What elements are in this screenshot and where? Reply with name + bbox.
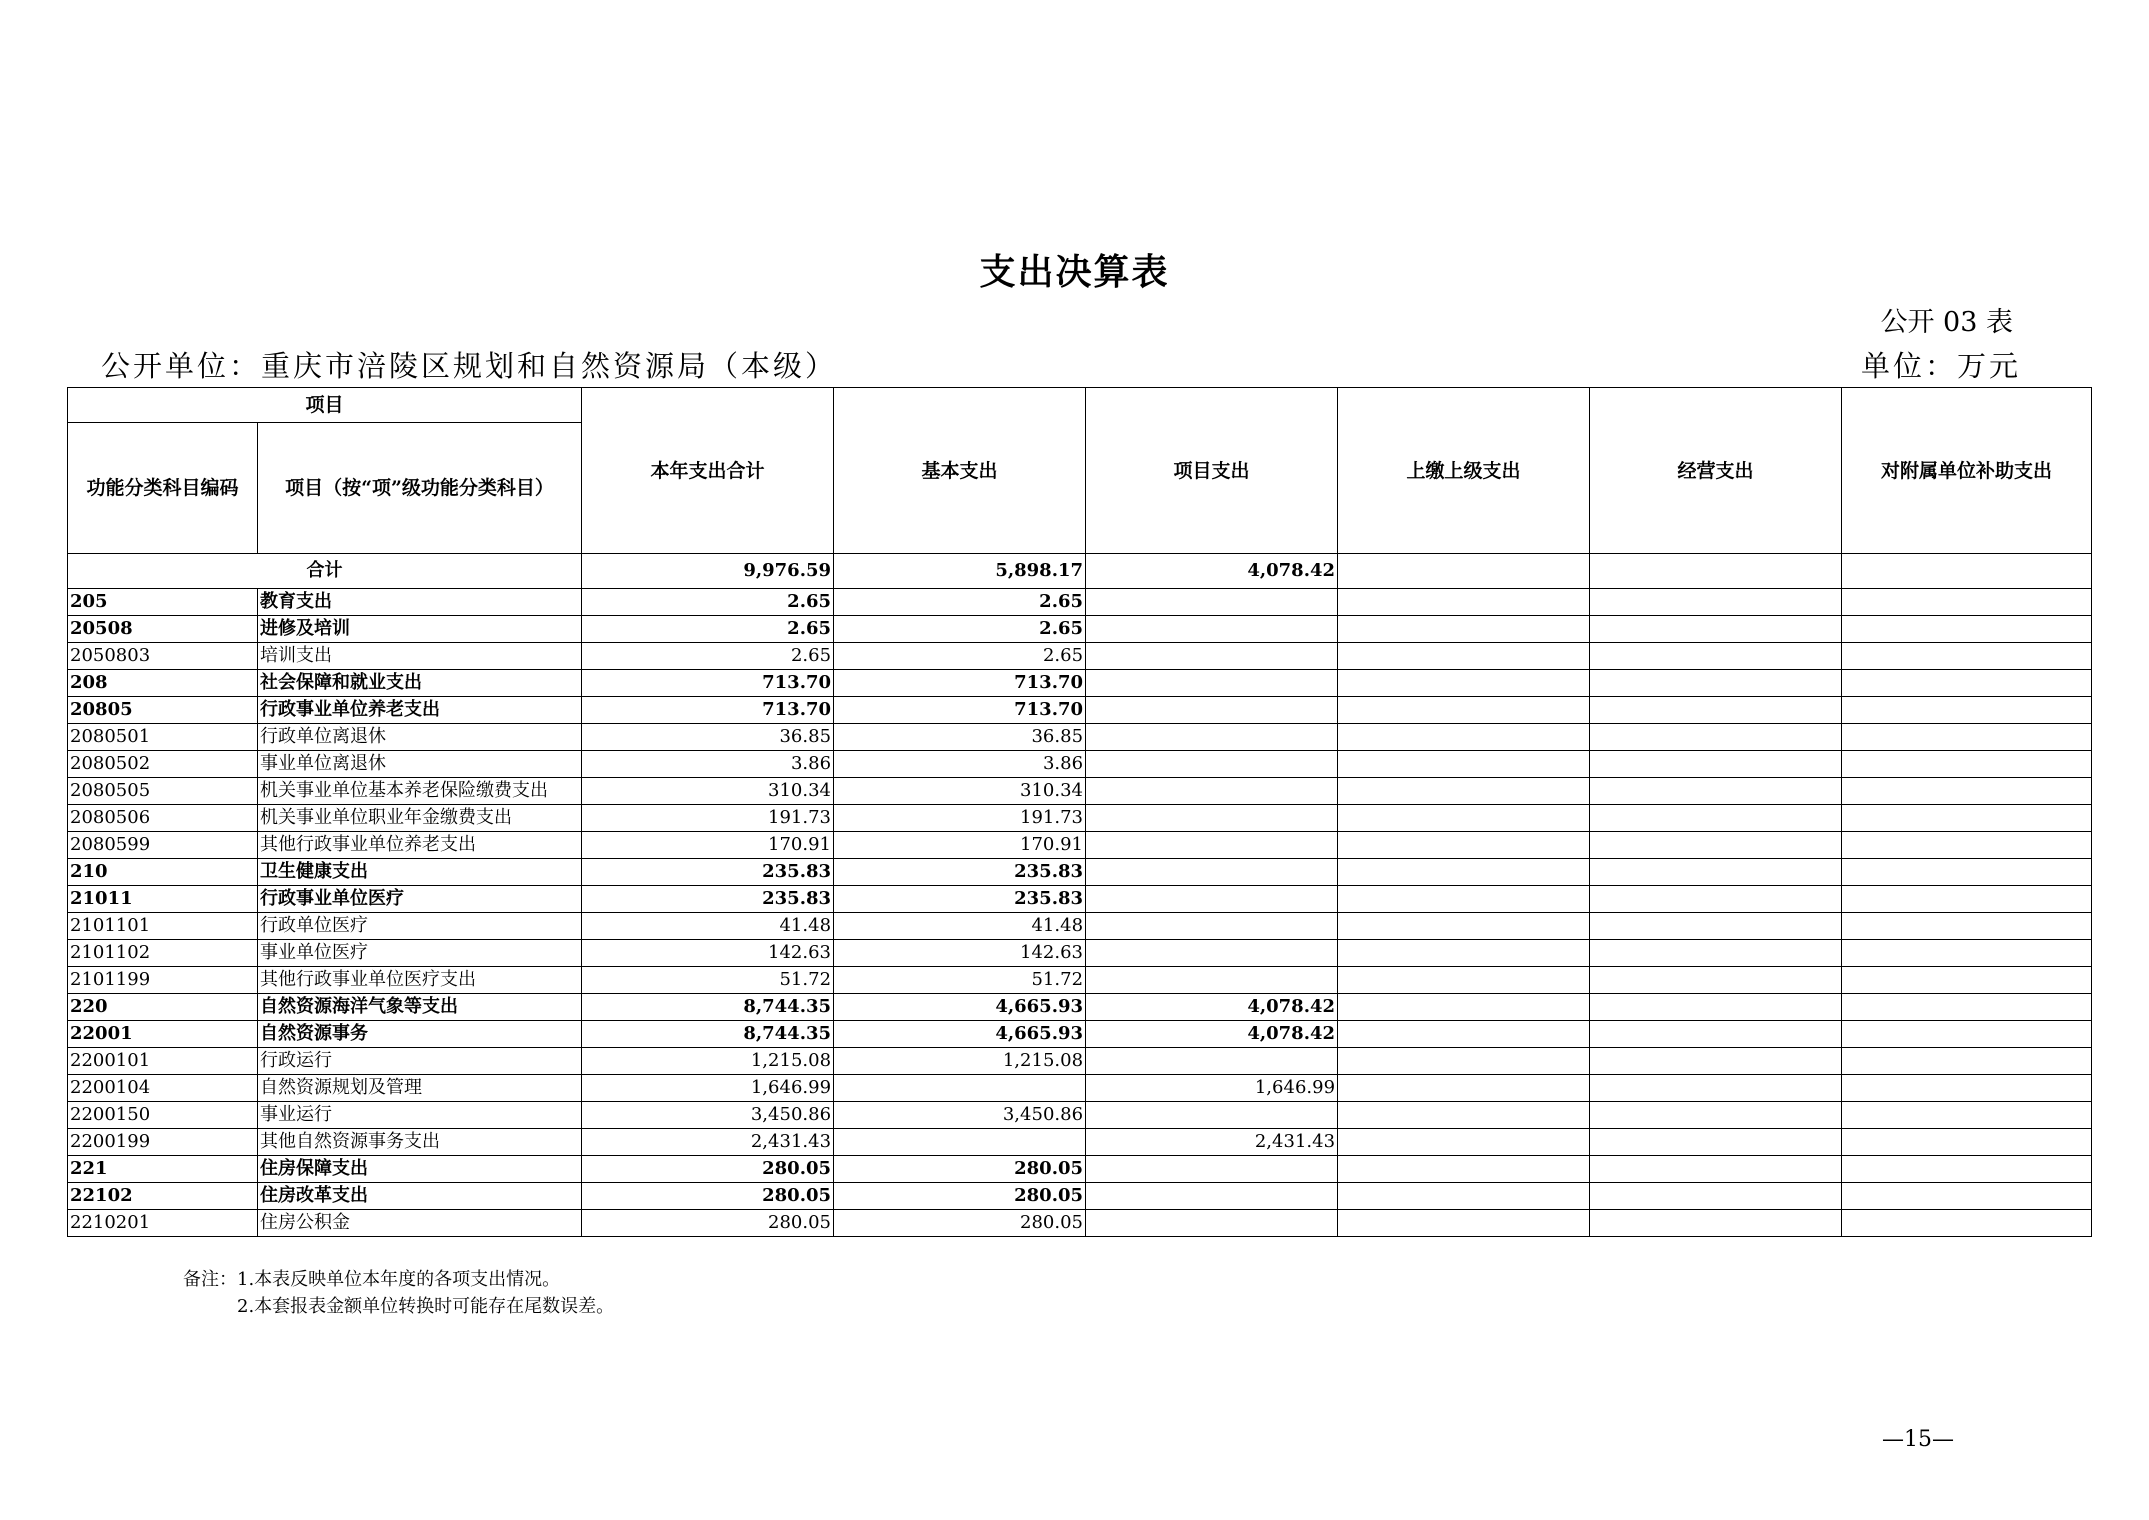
row-basic: 3,450.86 (834, 1102, 1086, 1129)
table-row (68, 1210, 2092, 1237)
table-row (68, 1021, 2092, 1048)
row-total: 280.05 (582, 1210, 834, 1237)
row-subsidy (1842, 1048, 2092, 1075)
row-code: 2101102 (68, 940, 258, 967)
row-total: 170.91 (582, 832, 834, 859)
row-basic: 191.73 (834, 805, 1086, 832)
row-basic: 1,215.08 (834, 1048, 1086, 1075)
row-code: 20805 (68, 697, 258, 724)
total-business (1590, 554, 1842, 589)
row-total: 713.70 (582, 670, 834, 697)
row-subsidy (1842, 670, 2092, 697)
note-line-1: 备注：1.本表反映单位本年度的各项支出情况。 (183, 1269, 561, 1290)
row-total: 142.63 (582, 940, 834, 967)
table-row (68, 751, 2092, 778)
row-business (1590, 1102, 1842, 1129)
row-project (1086, 616, 1338, 643)
row-basic: 170.91 (834, 832, 1086, 859)
total-subsidy (1842, 554, 2092, 589)
money-unit: 单位：万元 (1860, 349, 2021, 383)
row-total: 8,744.35 (582, 1021, 834, 1048)
row-upper (1338, 751, 1590, 778)
row-subsidy (1842, 1183, 2092, 1210)
table-row (68, 724, 2092, 751)
row-business (1590, 805, 1842, 832)
row-code: 2080501 (68, 724, 258, 751)
row-total: 713.70 (582, 697, 834, 724)
table-row (68, 1048, 2092, 1075)
row-project (1086, 859, 1338, 886)
row-basic: 2.65 (834, 643, 1086, 670)
row-business (1590, 1156, 1842, 1183)
row-basic: 280.05 (834, 1156, 1086, 1183)
total-basic: 5,898.17 (834, 554, 1086, 589)
row-project: 4,078.42 (1086, 994, 1338, 1021)
row-code: 2050803 (68, 643, 258, 670)
row-business (1590, 1183, 1842, 1210)
row-project (1086, 1102, 1338, 1129)
row-business (1590, 697, 1842, 724)
row-upper (1338, 724, 1590, 751)
row-upper (1338, 643, 1590, 670)
row-total: 3.86 (582, 751, 834, 778)
row-business (1590, 589, 1842, 616)
row-basic (834, 1129, 1086, 1156)
table-row (68, 913, 2092, 940)
row-basic: 280.05 (834, 1183, 1086, 1210)
row-basic (834, 1075, 1086, 1102)
row-basic: 235.83 (834, 859, 1086, 886)
row-total: 1,215.08 (582, 1048, 834, 1075)
row-subsidy (1842, 1156, 2092, 1183)
row-basic: 713.70 (834, 670, 1086, 697)
row-total: 2.65 (582, 643, 834, 670)
row-business (1590, 1075, 1842, 1102)
header-name: 项目（按“项”级功能分类科目） (258, 423, 582, 554)
row-total: 41.48 (582, 913, 834, 940)
row-code: 210 (68, 859, 258, 886)
total-project: 4,078.42 (1086, 554, 1338, 589)
row-basic: 51.72 (834, 967, 1086, 994)
page-number: —15— (1882, 1427, 1954, 1452)
row-basic: 4,665.93 (834, 1021, 1086, 1048)
row-upper (1338, 859, 1590, 886)
row-project: 2,431.43 (1086, 1129, 1338, 1156)
table-row (68, 1102, 2092, 1129)
row-code: 2080505 (68, 778, 258, 805)
table-row (68, 940, 2092, 967)
row-upper (1338, 967, 1590, 994)
row-subsidy (1842, 589, 2092, 616)
row-basic: 142.63 (834, 940, 1086, 967)
row-upper (1338, 616, 1590, 643)
row-business (1590, 1048, 1842, 1075)
row-code: 2101199 (68, 967, 258, 994)
header-code: 功能分类科目编码 (68, 423, 258, 554)
row-basic: 2.65 (834, 589, 1086, 616)
row-name: 事业单位医疗 (258, 940, 582, 967)
row-name: 事业运行 (258, 1102, 582, 1129)
table-row (68, 1129, 2092, 1156)
table-row (68, 643, 2092, 670)
header-upper: 上缴上级支出 (1338, 388, 1590, 554)
table-number: 公开 03 表 (1880, 307, 2013, 338)
row-name: 行政运行 (258, 1048, 582, 1075)
row-name: 住房改革支出 (258, 1183, 582, 1210)
row-total: 235.83 (582, 859, 834, 886)
total-label: 合计 (68, 554, 582, 589)
row-code: 221 (68, 1156, 258, 1183)
row-subsidy (1842, 1129, 2092, 1156)
row-subsidy (1842, 1210, 2092, 1237)
row-upper (1338, 1210, 1590, 1237)
row-code: 21011 (68, 886, 258, 913)
row-business (1590, 886, 1842, 913)
row-code: 2200104 (68, 1075, 258, 1102)
row-subsidy (1842, 967, 2092, 994)
row-code: 2080599 (68, 832, 258, 859)
row-business (1590, 643, 1842, 670)
table-row (68, 589, 2092, 616)
row-code: 20508 (68, 616, 258, 643)
row-basic: 3.86 (834, 751, 1086, 778)
row-name: 行政单位离退休 (258, 724, 582, 751)
row-name: 卫生健康支出 (258, 859, 582, 886)
reporting-unit: 公开单位：重庆市涪陵区规划和自然资源局（本级） (101, 349, 838, 383)
row-upper (1338, 1102, 1590, 1129)
row-project (1086, 805, 1338, 832)
row-name: 行政单位医疗 (258, 913, 582, 940)
row-business (1590, 751, 1842, 778)
row-name: 事业单位离退休 (258, 751, 582, 778)
row-name: 自然资源规划及管理 (258, 1075, 582, 1102)
header-item-group: 项目 (68, 388, 582, 423)
row-name: 机关事业单位基本养老保险缴费支出 (258, 778, 582, 805)
row-basic: 713.70 (834, 697, 1086, 724)
row-business (1590, 832, 1842, 859)
row-subsidy (1842, 994, 2092, 1021)
row-total: 2,431.43 (582, 1129, 834, 1156)
page-title: 支出决算表 (979, 251, 1170, 293)
table-row (68, 805, 2092, 832)
table-row (68, 832, 2092, 859)
row-basic: 2.65 (834, 616, 1086, 643)
row-upper (1338, 778, 1590, 805)
row-total: 1,646.99 (582, 1075, 834, 1102)
row-total: 2.65 (582, 589, 834, 616)
row-name: 自然资源事务 (258, 1021, 582, 1048)
row-total: 51.72 (582, 967, 834, 994)
row-project (1086, 670, 1338, 697)
row-code: 2080502 (68, 751, 258, 778)
row-business (1590, 724, 1842, 751)
table-row (68, 859, 2092, 886)
row-upper (1338, 1156, 1590, 1183)
row-name: 住房保障支出 (258, 1156, 582, 1183)
row-upper (1338, 913, 1590, 940)
row-code: 22102 (68, 1183, 258, 1210)
row-subsidy (1842, 913, 2092, 940)
row-project: 4,078.42 (1086, 1021, 1338, 1048)
total-row (68, 554, 2092, 589)
row-business (1590, 616, 1842, 643)
row-subsidy (1842, 1075, 2092, 1102)
row-business (1590, 940, 1842, 967)
row-code: 2200199 (68, 1129, 258, 1156)
row-total: 280.05 (582, 1156, 834, 1183)
row-basic: 280.05 (834, 1210, 1086, 1237)
row-project (1086, 697, 1338, 724)
row-project (1086, 1183, 1338, 1210)
row-business (1590, 967, 1842, 994)
row-code: 22001 (68, 1021, 258, 1048)
row-upper (1338, 886, 1590, 913)
row-subsidy (1842, 616, 2092, 643)
row-project: 1,646.99 (1086, 1075, 1338, 1102)
table-row (68, 886, 2092, 913)
table-row (68, 616, 2092, 643)
row-upper (1338, 1075, 1590, 1102)
header-subsidy: 对附属单位补助支出 (1842, 388, 2092, 554)
row-subsidy (1842, 886, 2092, 913)
row-subsidy (1842, 832, 2092, 859)
row-upper (1338, 670, 1590, 697)
table-row (68, 967, 2092, 994)
row-subsidy (1842, 1021, 2092, 1048)
row-upper (1338, 1129, 1590, 1156)
note-line-2: 2.本套报表金额单位转换时可能存在尾数误差。 (237, 1296, 615, 1317)
total-upper (1338, 554, 1590, 589)
row-upper (1338, 832, 1590, 859)
row-name: 住房公积金 (258, 1210, 582, 1237)
row-subsidy (1842, 643, 2092, 670)
row-code: 2210201 (68, 1210, 258, 1237)
table-row (68, 1183, 2092, 1210)
row-project (1086, 1210, 1338, 1237)
row-name: 教育支出 (258, 589, 582, 616)
row-subsidy (1842, 778, 2092, 805)
row-subsidy (1842, 1102, 2092, 1129)
row-business (1590, 778, 1842, 805)
row-business (1590, 994, 1842, 1021)
header-total: 本年支出合计 (582, 388, 834, 554)
row-name: 行政事业单位养老支出 (258, 697, 582, 724)
row-basic: 235.83 (834, 886, 1086, 913)
row-project (1086, 913, 1338, 940)
row-total: 3,450.86 (582, 1102, 834, 1129)
row-project (1086, 967, 1338, 994)
row-project (1086, 1156, 1338, 1183)
header-project: 项目支出 (1086, 388, 1338, 554)
row-project (1086, 1048, 1338, 1075)
row-total: 8,744.35 (582, 994, 834, 1021)
row-total: 191.73 (582, 805, 834, 832)
row-upper (1338, 1021, 1590, 1048)
row-business (1590, 913, 1842, 940)
row-upper (1338, 940, 1590, 967)
row-subsidy (1842, 697, 2092, 724)
row-upper (1338, 1183, 1590, 1210)
expenditure-table (67, 387, 2092, 1237)
row-upper (1338, 805, 1590, 832)
row-name: 进修及培训 (258, 616, 582, 643)
row-project (1086, 724, 1338, 751)
row-basic: 41.48 (834, 913, 1086, 940)
row-code: 208 (68, 670, 258, 697)
table-row (68, 670, 2092, 697)
row-basic: 36.85 (834, 724, 1086, 751)
row-name: 其他自然资源事务支出 (258, 1129, 582, 1156)
table-row (68, 697, 2092, 724)
header-business: 经营支出 (1590, 388, 1842, 554)
row-upper (1338, 1048, 1590, 1075)
row-total: 2.65 (582, 616, 834, 643)
row-subsidy (1842, 724, 2092, 751)
row-name: 行政事业单位医疗 (258, 886, 582, 913)
row-business (1590, 670, 1842, 697)
row-business (1590, 1021, 1842, 1048)
notes (183, 1266, 614, 1320)
row-project (1086, 940, 1338, 967)
row-code: 220 (68, 994, 258, 1021)
total-total: 9,976.59 (582, 554, 834, 589)
row-subsidy (1842, 751, 2092, 778)
row-basic: 310.34 (834, 778, 1086, 805)
table-row (68, 994, 2092, 1021)
row-code: 205 (68, 589, 258, 616)
row-total: 310.34 (582, 778, 834, 805)
table-row (68, 778, 2092, 805)
row-project (1086, 778, 1338, 805)
header-basic: 基本支出 (834, 388, 1086, 554)
row-name: 培训支出 (258, 643, 582, 670)
row-subsidy (1842, 940, 2092, 967)
table-row (68, 1075, 2092, 1102)
row-name: 社会保障和就业支出 (258, 670, 582, 697)
row-code: 2200101 (68, 1048, 258, 1075)
row-name: 自然资源海洋气象等支出 (258, 994, 582, 1021)
row-upper (1338, 994, 1590, 1021)
row-business (1590, 1210, 1842, 1237)
row-subsidy (1842, 805, 2092, 832)
row-total: 36.85 (582, 724, 834, 751)
row-basic: 4,665.93 (834, 994, 1086, 1021)
row-project (1086, 589, 1338, 616)
row-project (1086, 751, 1338, 778)
row-name: 机关事业单位职业年金缴费支出 (258, 805, 582, 832)
row-project (1086, 886, 1338, 913)
row-business (1590, 1129, 1842, 1156)
row-total: 280.05 (582, 1183, 834, 1210)
row-upper (1338, 589, 1590, 616)
row-name: 其他行政事业单位养老支出 (258, 832, 582, 859)
row-code: 2080506 (68, 805, 258, 832)
row-project (1086, 832, 1338, 859)
row-business (1590, 859, 1842, 886)
row-name: 其他行政事业单位医疗支出 (258, 967, 582, 994)
row-project (1086, 643, 1338, 670)
row-subsidy (1842, 859, 2092, 886)
table-row (68, 1156, 2092, 1183)
row-code: 2200150 (68, 1102, 258, 1129)
row-code: 2101101 (68, 913, 258, 940)
row-upper (1338, 697, 1590, 724)
row-total: 235.83 (582, 886, 834, 913)
